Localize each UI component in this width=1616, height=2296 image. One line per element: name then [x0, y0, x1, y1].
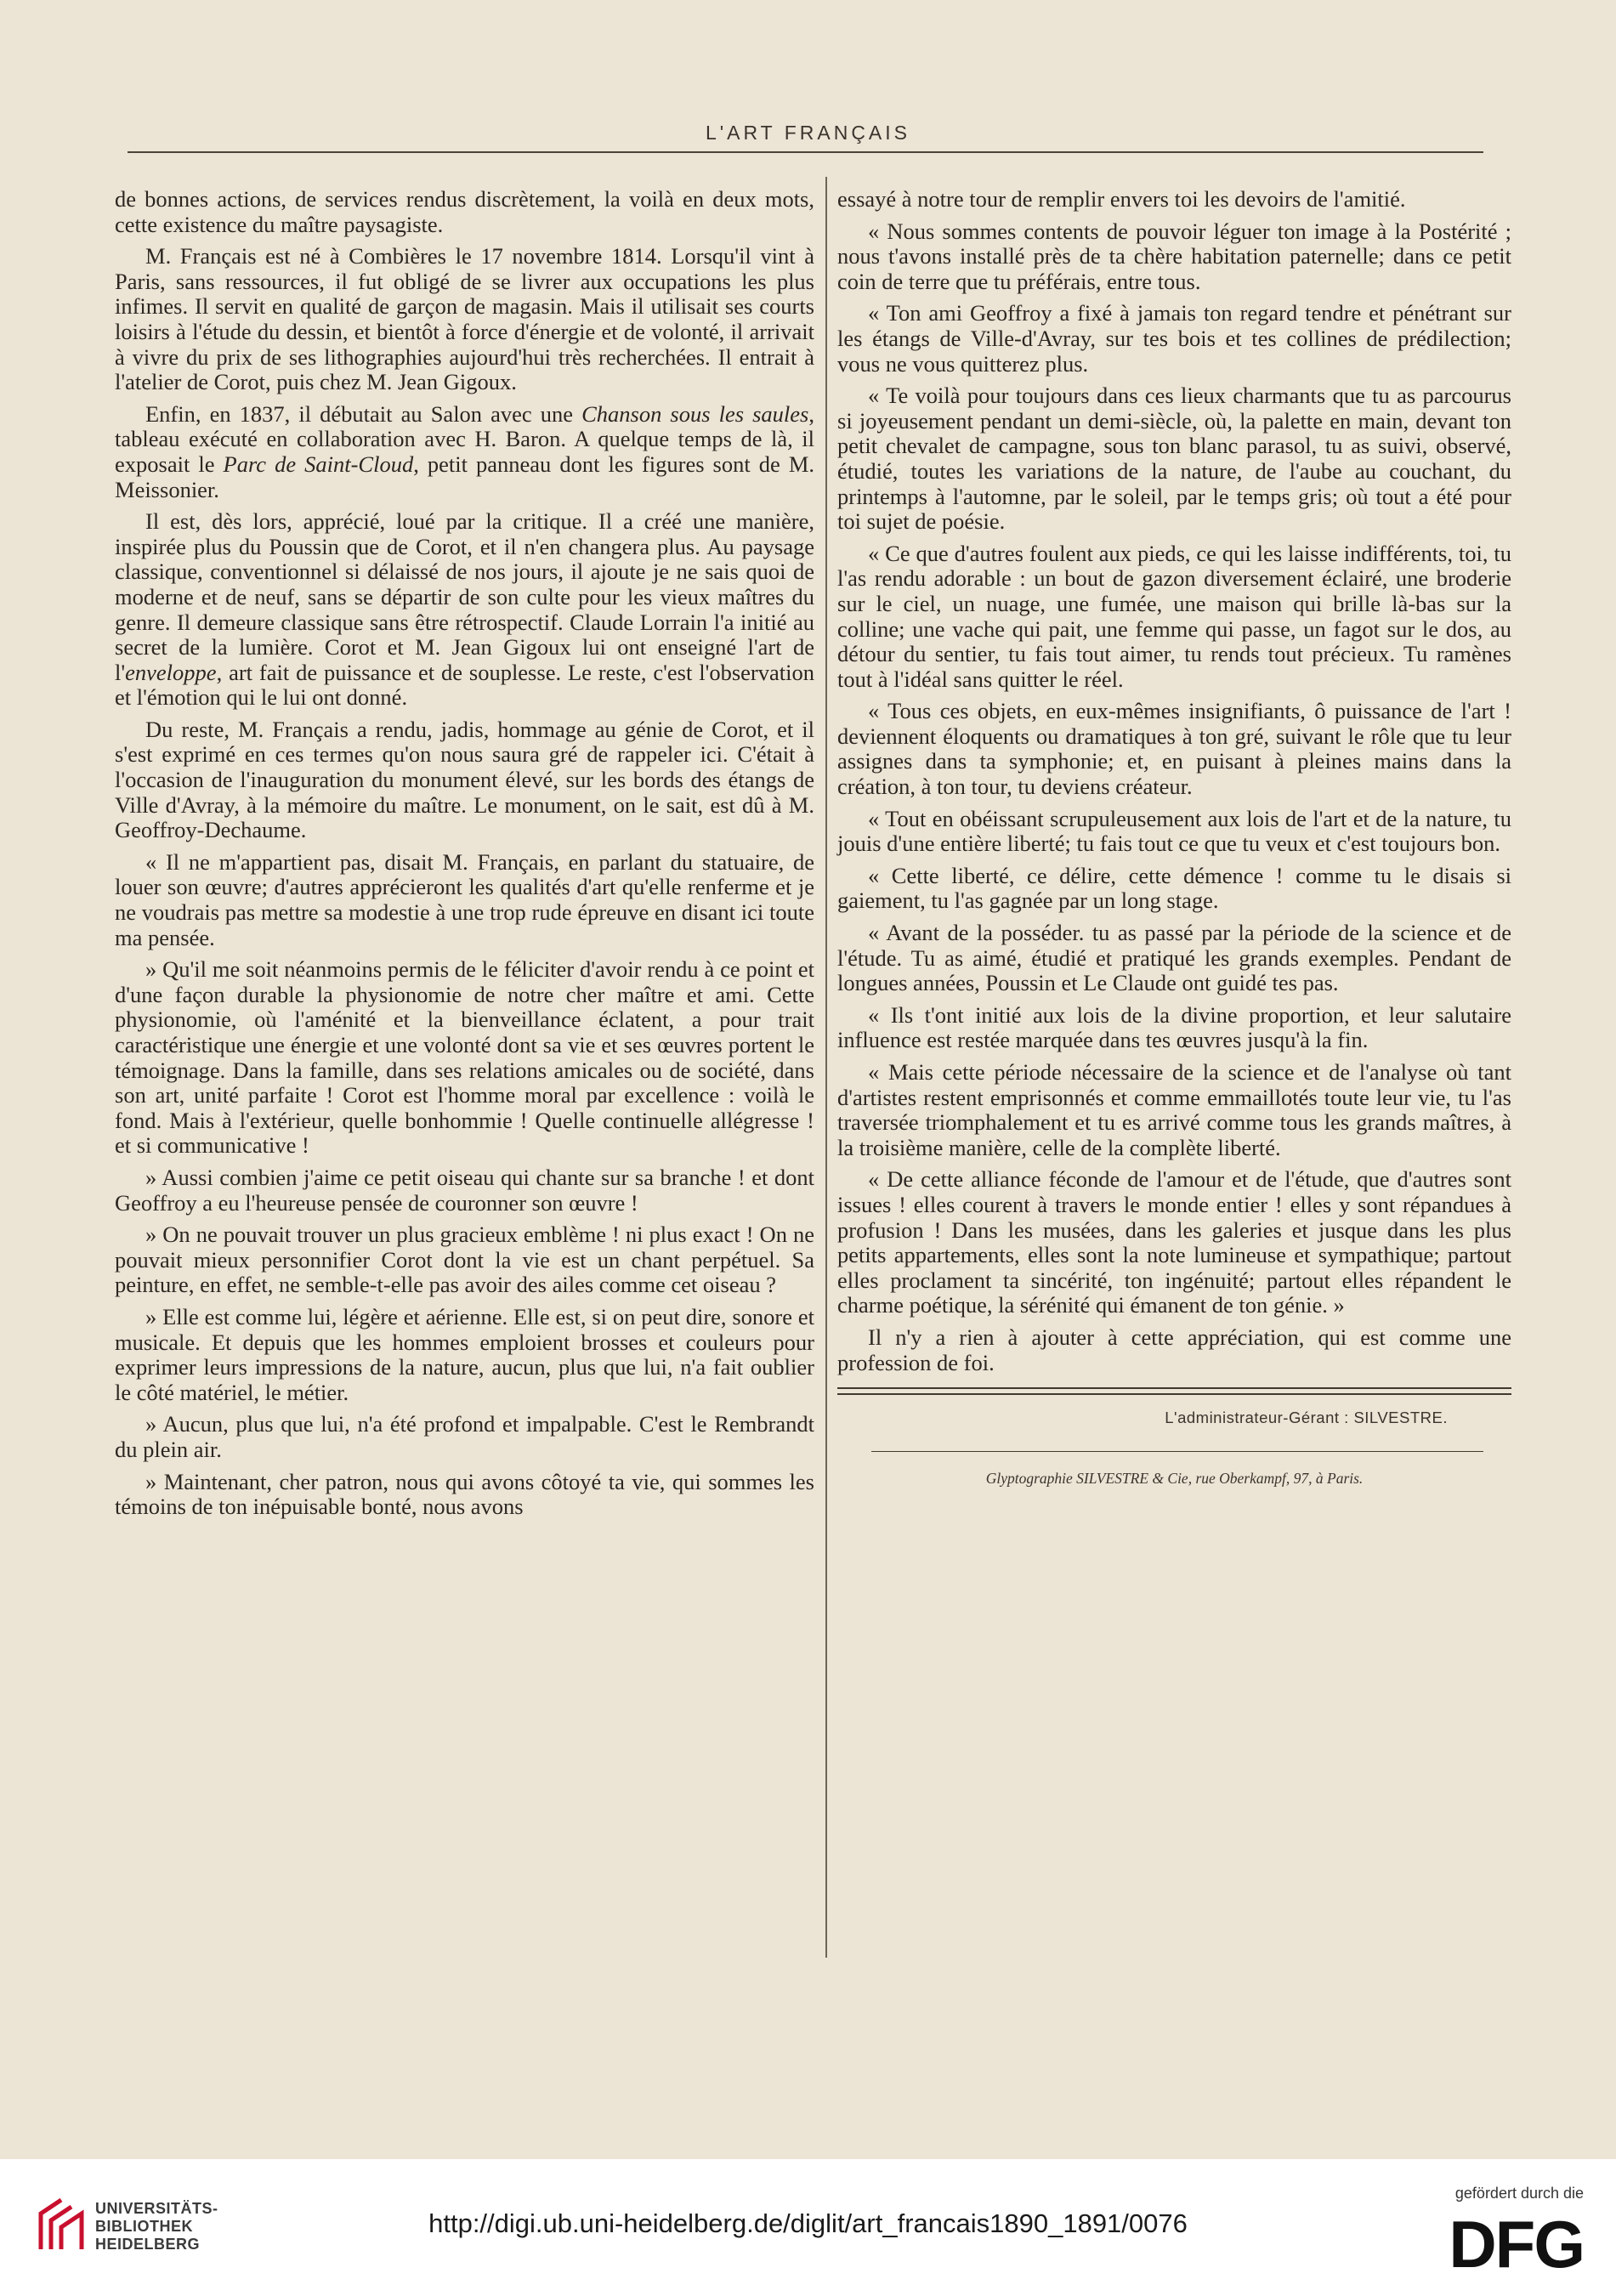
permalink-url[interactable]: http://digi.ub.uni-heidelberg.de/diglit/art_francais1890_1891/0076: [428, 2208, 1188, 2238]
paragraph: « Tous ces objets, en eux-mêmes insignifiants, ô puissance de l'art ! deviennent éloquents ou dramatiques à ton gré, suivant le rôle que tu leur assignes dans ta symphonie; et, en puisant à pleines mains dans la création, à ton tour, tu deviens créateur.: [837, 698, 1511, 800]
paragraph: « Ce que d'autres foulent aux pieds, ce qui les laisse indifférents, toi, tu l'as rendu adorable : un bout de gazon diversement éclairé, une broderie sur le ciel, un nuage, une fumée, une maison qui brille là-bas sur la colline; une vache qui pait, une femme qui passe, un fagot sur le dos, au détour du sentier, tu fais tout aimer, tu rends tout précieux. Tu ramènes tout à l'idéal sans quitter le réel.: [837, 540, 1511, 692]
paragraph: « Nous sommes contents de pouvoir léguer ton image à la Postérité ; nous t'avons installé près de ta chère habitation paternelle; dans ce petit coin de terre que tu préférais, entre tous.: [837, 218, 1511, 294]
paragraph: « Ils t'ont initié aux lois de la divine proportion, et leur salutaire influence est restée marquée dans tes œuvres jusqu'à la fin.: [837, 1001, 1511, 1053]
paragraph: Il est, dès lors, apprécié, loué par la critique. Il a créé une manière, inspirée plus du Poussin que de Corot, et il n'en changera plus. Au paysage classique, conventionnel si délaissé de nos jours, il ajoute je ne sais quoi de moderne et de neuf, sans se départir de son culte pour les vieux maîtres du genre. Il demeure classique sans être rétrospectif. Claude Lorrain l'a initié au secret de la lumière. Corot et M. Jean Gigoux lui ont enseigné l'art de l'enveloppe, art fait de puissance et de souplesse. Le reste, c'est l'observation et l'émotion qui le lui ont donné.: [115, 508, 814, 711]
right-column: [837, 187, 1511, 1492]
paragraph: « De cette alliance féconde de l'amour et de l'étude, que d'autres sont issues ! elles courent à travers le monde entier ! elles y sont répandues à profusion ! Dans les musées, dans les galeries et jusque dans les plus petits appartements, elles sont la note lumineuse et sympathique; partout elles proclament ta sincérité, ton ingénuité; partout elles répandent le charme poétique, la sérénité qui émanent de ton génie. »: [837, 1166, 1511, 1318]
administrator-credit: L'administrateur-Gérant : SILVESTRE.: [1165, 1409, 1448, 1427]
paragraph: « Il ne m'appartient pas, disait M. Français, en parlant du statuaire, de louer son œuvre; d'autres apprécieront les qualités d'art qu'elle renferme et je ne voudrais pas mettre sa modestie à une trop rude épreuve en disant ici toute ma pensée.: [115, 848, 814, 950]
paragraph: » On ne pouvait trouver un plus gracieux emblème ! ni plus exact ! On ne pouvait mieux personnifier Corot dont la vie est un chant perpétuel. Sa peinture, en effet, ne semble-t-elle pas avoir des ailes comme cet oiseau ?: [115, 1222, 814, 1298]
dfg-logo: DFG: [1449, 2207, 1584, 2282]
left-column: [115, 187, 814, 1527]
library-name-line: BIBLIOTHEK: [95, 2218, 193, 2235]
library-name-line: HEIDELBERG: [95, 2236, 201, 2253]
paragraph: « Ton ami Geoffroy a fixé à jamais ton regard tendre et pénétrant sur les étangs de Ville-d'Avray, sur tes bois et tes collines de prédilection; vous ne vous quitterez plus.: [837, 300, 1511, 377]
end-double-rule: [837, 1387, 1511, 1395]
library-name-line: UNIVERSITÄTS-: [95, 2200, 218, 2217]
paragraph: « Te voilà pour toujours dans ces lieux charmants que tu as parcourus si joyeusement pendant un demi-siècle, où, la palette en main, devant ton petit chevalet de campagne, sous ton blanc parasol, tu as suivi, observé, étudié, toutes les variations de la nature, de l'aube au couchant, du printemps à l'automne, par le soleil, par le temps gris; où tout a été pour toi sujet de poésie.: [837, 383, 1511, 535]
paragraph: « Cette liberté, ce délire, cette démence ! comme tu le disais si gaiement, tu l'as gagnée par un long stage.: [837, 862, 1511, 914]
header-rule: [128, 151, 1483, 153]
rule: [837, 1387, 1511, 1389]
paragraph: Du reste, M. Français a rendu, jadis, hommage au génie de Corot, et il s'est exprimé en ces termes qu'on nous saura gré de rappeler ici. C'était à l'occasion de l'inauguration du monument élevé, sur les bords des étangs de Ville d'Avray, à la mémoire du maître. Le monument, on le sait, est dû à M. Geoffroy-Dechaume.: [115, 716, 814, 843]
running-title: L'ART FRANÇAIS: [705, 122, 911, 144]
digitization-footer: [0, 2159, 1616, 2296]
paragraph: de bonnes actions, de services rendus discrètement, la voilà en deux mots, cette existence du maître paysagiste.: [115, 186, 814, 237]
paragraph: Il n'y a rien à ajouter à cette appréciation, qui est comme une profession de foi.: [837, 1324, 1511, 1375]
paragraph: « Mais cette période nécessaire de la science et de l'analyse où tant d'artistes restent emprisonnés et comme emmaillotés toute leur vie, tu l'as traversée triomphalement et tu es arrivé comme tous les grands maîtres, à la troisième manière, celle de la complète liberté.: [837, 1059, 1511, 1160]
paragraph: M. Français est né à Combières le 17 novembre 1814. Lorsqu'il vint à Paris, sans ressources, il fut obligé de se livrer aux occupations les plus infimes. Il servit en qualité de garçon de magasin. Mais il utilisait ses courts loisirs à l'étude du dessin, et bientôt à force d'énergie et de volonté, il arrivait à vivre du prix de ses lithographies aujourd'hui très recherchées. Il entrait à l'atelier de Corot, puis chez M. Jean Gigoux.: [115, 243, 814, 395]
paragraph: » Maintenant, cher patron, nous qui avons côtoyé ta vie, qui sommes les témoins de ton inépuisable bonté, nous avons: [115, 1468, 814, 1520]
rule: [837, 1393, 1511, 1395]
paragraph: » Aussi combien j'aime ce petit oiseau qui chante sur sa branche ! et dont Geoffroy a eu l'heureuse pensée de couronner son œuvre !: [115, 1164, 814, 1216]
paragraph: « Tout en obéissant scrupuleusement aux lois de l'art et de la nature, tu jouis d'une entière liberté; tu fais tout ce que tu veux et c'est toujours bon.: [837, 805, 1511, 857]
paragraph: « Avant de la posséder. tu as passé par la période de la science et de l'étude. Tu as aimé, étudié et pratiqué les grands exemples. Pendant de longues années, Poussin et Le Claude ont guidé tes pas.: [837, 920, 1511, 996]
paragraph: » Elle est comme lui, légère et aérienne. Elle est, si on peut dire, sonore et musicale. Et depuis que les hommes emploient brosses et couleurs pour exprimer leurs impressions de la nature, aucun, plus que lui, n'a fait oublier le côté matériel, le métier.: [115, 1303, 814, 1405]
paragraph: essayé à notre tour de remplir envers toi les devoirs de l'amitié.: [837, 186, 1406, 212]
paragraph: » Aucun, plus que lui, n'a été profond et impalpable. C'est le Rembrandt du plein air.: [115, 1411, 814, 1462]
printer-credit: Glyptographie SILVESTRE & Cie, rue Oberkampf, 97, à Paris.: [985, 1470, 1364, 1488]
funding-caption: gefördert durch die: [1454, 2185, 1584, 2202]
printer-rule: [871, 1451, 1483, 1453]
paragraph: Enfin, en 1837, il débutait au Salon avec une Chanson sous les saules, tableau exécuté en collaboration avec H. Baron. A quelque temps de là, il exposait le Parc de Saint-Cloud, petit panneau dont les figures sont de M. Meissonier.: [115, 400, 815, 502]
paragraph: » Qu'il me soit néanmoins permis de le féliciter d'avoir rendu à ce point et d'une façon durable la physionomie de notre cher maître et ami. Cette physionomie, où l'aménité et la bienveillance éclatent, a pour trait caractéristique une énergie et une volonté dont sa vie et ses œuvres portent le témoignage. Dans la famille, dans ses relations amicales ou de société, dans son art, unité parfaite ! Corot est l'homme moral par excellence : voilà le fond. Mais à l'extérieur, quelle bonhommie ! Quelle continuelle allégresse ! et si communicative !: [115, 956, 814, 1159]
column-divider: [825, 177, 827, 1958]
